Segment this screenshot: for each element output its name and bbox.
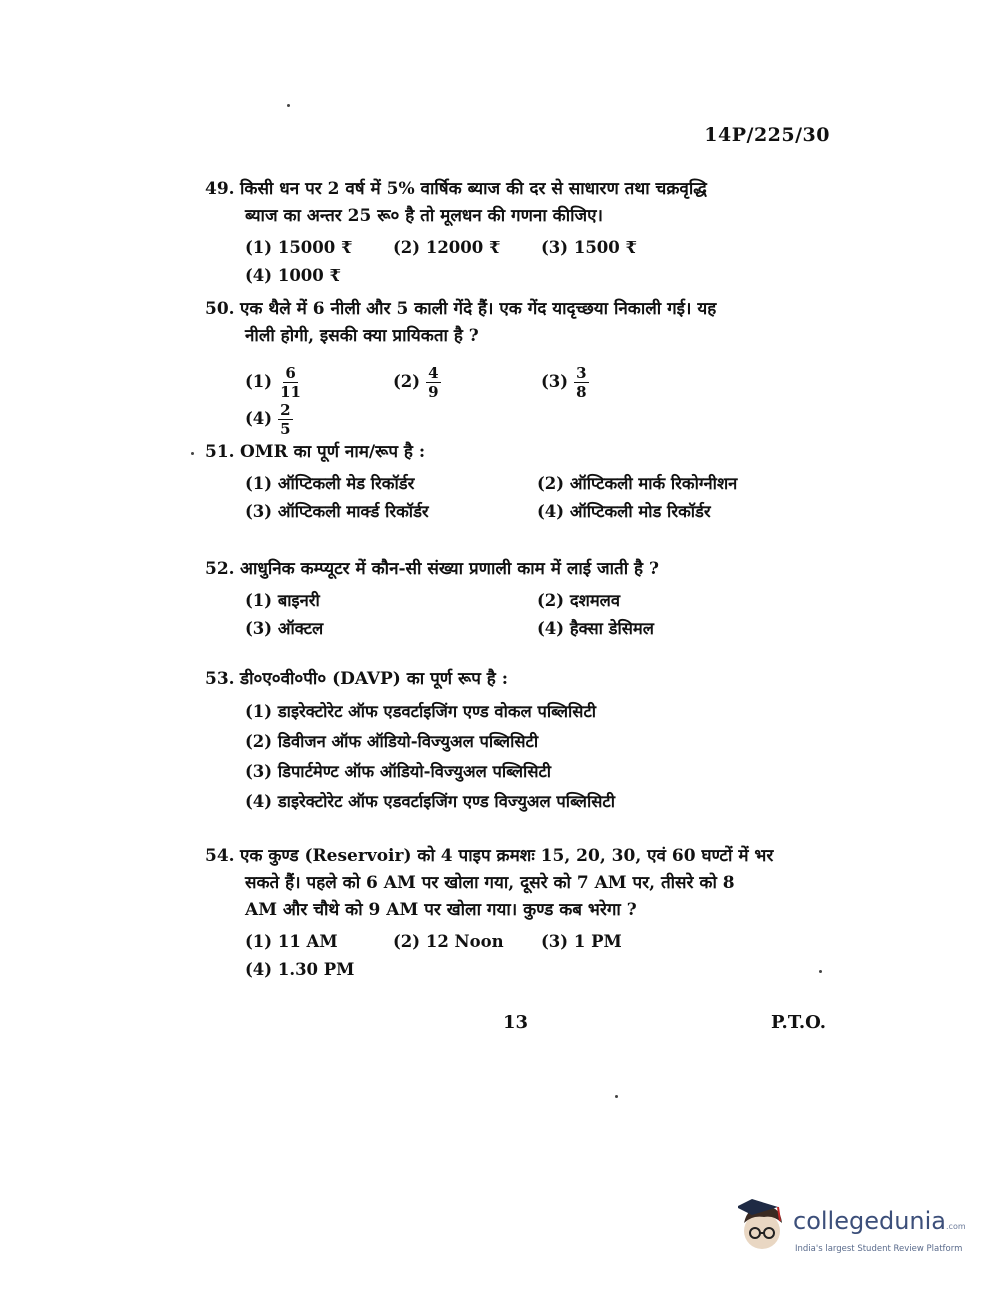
fraction: $\frac{3}{8}$ <box>576 364 587 401</box>
option-4: (4) 1000 ₹ <box>245 266 341 285</box>
watermark-domain-suffix: .com <box>946 1222 966 1231</box>
question-52 <box>205 556 835 643</box>
fraction: $\frac{4}{9}$ <box>428 364 439 401</box>
option-4: (4) ऑप्टिकली मोड रिकॉर्डर <box>537 502 711 521</box>
paper-code: 14P/225/30 <box>704 124 830 146</box>
pto-label: P.T.O. <box>771 1012 827 1033</box>
scan-speck <box>819 970 822 973</box>
option-4: (4) डाइरेक्टोरेट ऑफ एडवर्टाइजिंग एण्ड विज्युअल पब्लिसिटी <box>245 792 615 811</box>
question-text-line: किसी धन पर 2 वर्ष में 5% वार्षिक ब्याज की दर से साधारण तथा चक्रवृद्धि <box>239 179 707 199</box>
question-53 <box>205 666 835 817</box>
question-number: 49. <box>205 179 235 199</box>
option-2: (2) 12000 ₹ <box>393 238 501 257</box>
option-1: (1) $\frac{6}{11}$ <box>245 364 301 401</box>
question-text-line: एक कुण्ड (Reservoir) को 4 पाइप क्रमशः 15, 20, 30, एवं 60 घण्टों में भर <box>239 846 774 866</box>
option-3: (3) 1 PM <box>541 932 622 951</box>
option-4: (4) हैक्सा डेसिमल <box>537 619 654 638</box>
option-2: (2) ऑप्टिकली मार्क रिकोग्नीशन <box>537 474 738 493</box>
option-2: (2) डिवीजन ऑफ ऑडियो-विज्युअल पब्लिसिटी <box>245 732 539 751</box>
question-text-line: एक थैले में 6 नीली और 5 काली गेंदे हैं। एक गेंद यादृच्छया निकाली गई। यह <box>239 299 717 319</box>
option-1: (1) डाइरेक्टोरेट ऑफ एडवर्टाइजिंग एण्ड वोकल पब्लिसिटी <box>245 702 597 721</box>
question-text-line: डी०ए०वी०पी० (DAVP) का पूर्ण रूप है : <box>239 669 508 689</box>
question-51 <box>205 439 835 526</box>
question-50 <box>205 296 835 438</box>
question-number: 50. <box>205 299 235 319</box>
question-number: 51. <box>205 442 235 462</box>
option-3: (3) ऑप्टिकली मार्क्ड रिकॉर्डर <box>245 502 429 521</box>
question-text-line: OMR का पूर्ण नाम/रूप है : <box>239 442 426 462</box>
option-2: (2) $\frac{4}{9}$ <box>393 364 439 401</box>
question-text-line: ब्याज का अन्तर 25 रू० है तो मूलधन की गणना कीजिए। <box>245 206 603 226</box>
option-1: (1) 15000 ₹ <box>245 238 353 257</box>
option-2: (2) दशमलव <box>537 591 621 610</box>
page-number: 13 <box>503 1012 529 1033</box>
watermark-tagline: India's largest Student Review Platform <box>795 1244 963 1254</box>
watermark-brand: collegedunia.com <box>793 1207 966 1235</box>
scan-speck <box>615 1095 618 1098</box>
fraction: $\frac{2}{5}$ <box>280 401 291 438</box>
question-49 <box>205 176 835 290</box>
option-3: (3) ऑक्टल <box>245 619 324 638</box>
scan-speck <box>191 452 194 455</box>
option-3: (3) $\frac{3}{8}$ <box>541 364 587 401</box>
question-text-line: सकते हैं। पहले को 6 AM पर खोला गया, दूसरे को 7 AM पर, तीसरे को 8 <box>245 873 735 893</box>
option-1: (1) बाइनरी <box>245 591 320 610</box>
question-number: 53. <box>205 669 235 689</box>
option-2: (2) 12 Noon <box>393 932 504 951</box>
option-4: (4) $\frac{2}{5}$ <box>245 401 291 438</box>
option-4: (4) 1.30 PM <box>245 960 355 979</box>
question-text-line: नीली होगी, इसकी क्या प्रायिकता है ? <box>245 326 479 346</box>
fraction: $\frac{6}{11}$ <box>280 364 301 401</box>
question-text-line: AM और चौथे को 9 AM पर खोला गया। कुण्ड कब भरेगा ? <box>245 900 637 920</box>
option-1: (1) ऑप्टिकली मेड रिकॉर्डर <box>245 474 415 493</box>
question-54 <box>205 843 835 984</box>
question-text-line: आधुनिक कम्प्यूटर में कौन-सी संख्या प्रणाली काम में लाई जाती है ? <box>239 559 659 579</box>
option-3: (3) 1500 ₹ <box>541 238 637 257</box>
question-number: 54. <box>205 846 235 866</box>
option-1: (1) 11 AM <box>245 932 338 951</box>
question-number: 52. <box>205 559 235 579</box>
option-3: (3) डिपार्टमेण्ट ऑफ ऑडियो-विज्युअल पब्लिसिटी <box>245 762 552 781</box>
scan-speck <box>287 104 290 107</box>
